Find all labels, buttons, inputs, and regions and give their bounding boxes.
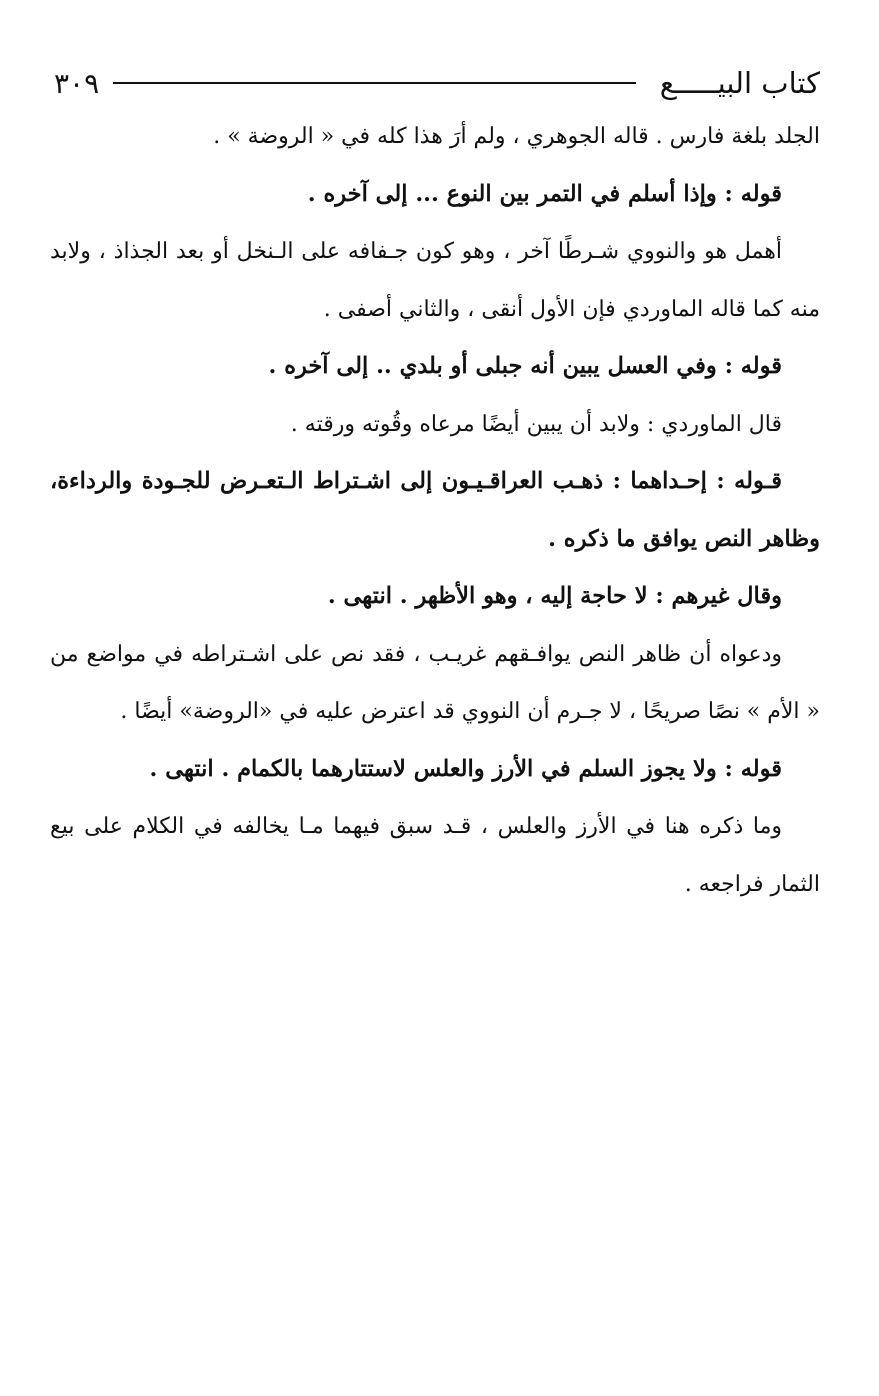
quoted-heading: قـوله : إحـداهما : ذهـب العراقـيـون إلى اشـتراط الـتعـرض للجـودة والرداءة، وظاهر النص يوافق ما ذكره . — [50, 468, 820, 552]
quoted-heading: قوله : وفي العسل يبين أنه جبلى أو بلدي .. إلى آخره . — [268, 353, 782, 379]
commentary-paragraph: قال الماوردي : ولابد أن يبين أيضًا مرعاه وقُوته ورقته . — [290, 411, 782, 437]
quoted-heading: وقال غيرهم : لا حاجة إليه ، وهو الأظهر . انتهى . — [327, 583, 782, 609]
commentary-paragraph: وما ذكره هنا في الأرز والعلس ، قـد سبق فيهما مـا يخالفه في الكلام على بيع الثمار فراجعه . — [50, 814, 820, 897]
quoted-heading: قوله : ولا يجوز السلم في الأرز والعلس لاستتارهما بالكمام . انتهى . — [149, 755, 782, 782]
book-page — [50, 60, 820, 913]
commentary-paragraph: أهمل هو والنووي شـرطًا آخر ، وهو كون جـفافه على الـنخل أو بعد الجذاذ ، ولابد منه كما قاله الماوردي فإن الأول أنقى ، والثاني أصفى . — [50, 239, 820, 322]
header-rule — [113, 82, 636, 84]
chapter-title: كتاب البيـــــع — [659, 66, 820, 100]
quoted-heading: قوله : وإذا أسلم في التمر بين النوع ... إلى آخره . — [307, 180, 782, 207]
commentary-paragraph: ودعواه أن ظاهر النص يوافـقهم غريـب ، فقد نص على اشـتراطه في مواضع من « الأم » نصًا صريحًا ، لا جـرم أن النووي قد اعترض عليه في «الروضة» أيضًا . — [50, 641, 820, 724]
running-header — [50, 60, 820, 106]
page-body — [50, 108, 820, 913]
page-number: ٣٠٩ — [54, 66, 100, 100]
paragraph-continuation: الجلد بلغة فارس . قاله الجوهري ، ولم أرَ هذا كله في « الروضة » . — [213, 124, 820, 149]
